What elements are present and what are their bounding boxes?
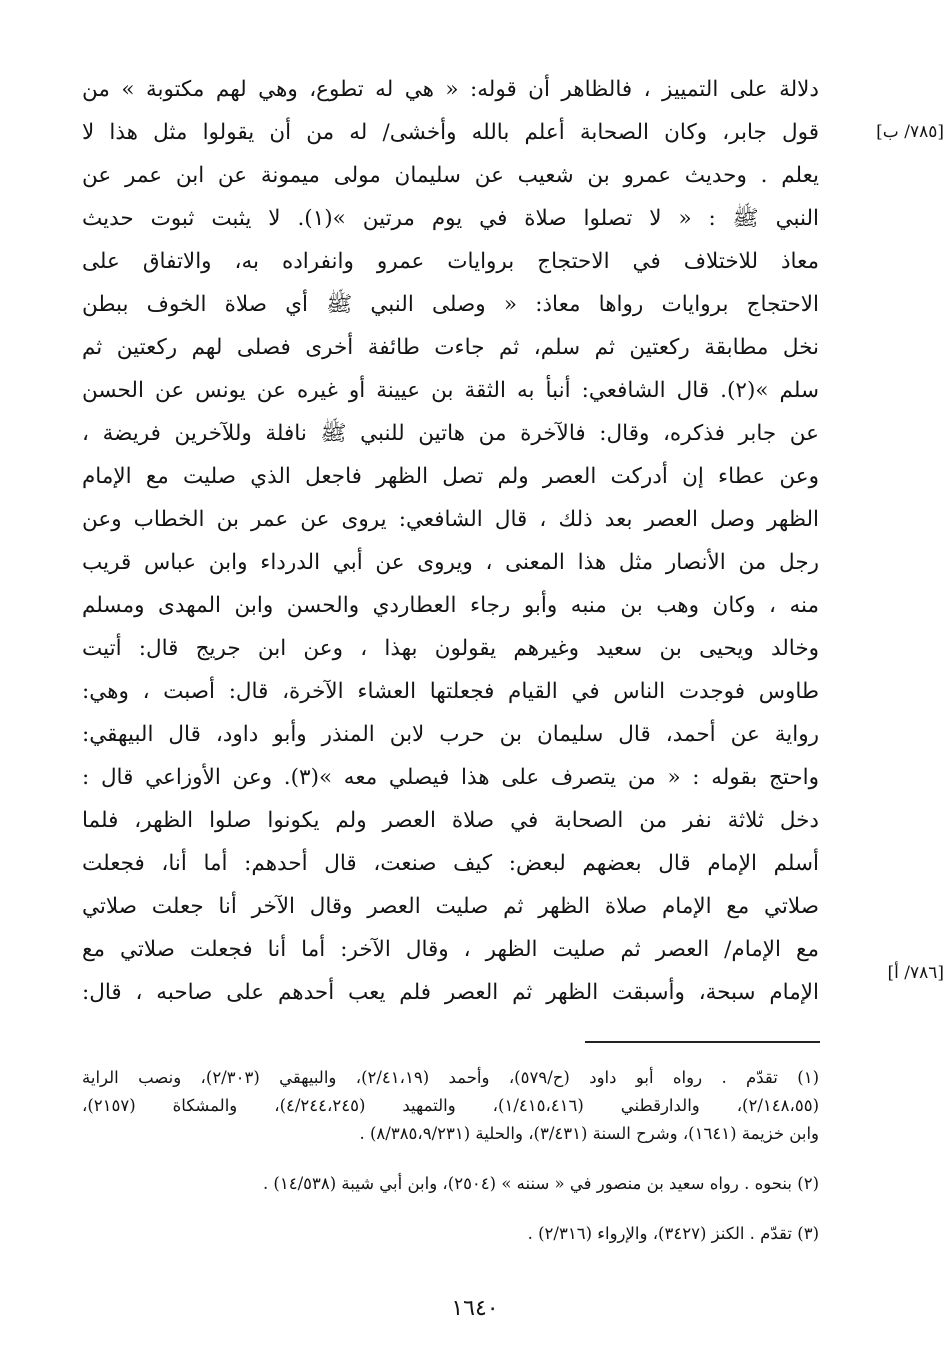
text-line: دلالة على التمييز ، فالظاهر أن قوله: « هي له تطوع، وهي لهم مكتوبة » من <box>82 77 819 102</box>
text-line: أسلم الإمام قال بعضهم لبعض: كيف صنعت، قال أحدهم: أما أنا، فجعلت <box>82 851 819 876</box>
text-line: الإمام سبحة، وأسبقت الظهر ثم العصر فلم يعب أحدهم على صاحبه ، قال: <box>82 980 819 1005</box>
footnote-1-line: وابن خزيمة (١٦٤١)، وشرح السنة (٣/٤٣١)، والحلية (٨/٣٨٥،٩/٢٣١) . <box>359 1124 819 1143</box>
text-line: الظهر وصل العصر بعد ذلك ، قال الشافعي: يروى عن عمر بن الخطاب وعن <box>82 507 819 532</box>
text-line: النبي ﷺ : « لا تصلوا صلاة في يوم مرتين »(١). لا يثبت ثبوت حديث <box>82 206 819 231</box>
text-line: منه ، وكان وهب بن منبه وأبو رجاء العطاردي والحسن وابن المهدى ومسلم <box>82 593 819 618</box>
text-line: نخل مطابقة ركعتين ثم سلم، ثم جاءت طائفة أخرى فصلى لهم ركعتين ثم <box>82 335 819 360</box>
text-line: واحتج بقوله : « من يتصرف على هذا فيصلي معه »(٣). وعن الأوزاعي قال : <box>82 765 819 790</box>
main-text <box>82 68 819 1014</box>
text-line: عن جابر فذكره، وقال: فالآخرة من هاتين للنبي ﷺ نافلة وللآخرين فريضة ، <box>82 421 819 446</box>
text-line: وخالد ويحيى بن سعيد وغيرهم يقولون بهذا ، وعن ابن جريج قال: أتيت <box>82 636 819 661</box>
text-line: يعلم . وحديث عمرو بن شعيب عن سليمان مولى ميمونة عن ابن عمر عن <box>82 163 819 188</box>
text-line: رواية عن أحمد، قال سليمان بن حرب لابن المنذر وأبو داود، قال البيهقي: <box>82 722 819 747</box>
text-line: وعن عطاء إن أدركت العصر ولم تصل الظهر فاجعل الذي صليت مع الإمام <box>82 464 819 489</box>
page-number: ١٦٤٠ <box>451 1296 499 1321</box>
text-line: صلاتي مع الإمام صلاة الظهر ثم صليت العصر وقال الآخر أنا جعلت صلاتي <box>82 894 819 919</box>
text-line: معاذ للاختلاف في الاحتجاج بروايات عمرو وانفراده به، والاتفاق على <box>82 249 819 274</box>
footnote-3: (٣) تقدّم . الكنز (٣٤٢٧)، والإرواء (٢/٣١٦) . <box>527 1224 819 1243</box>
text-line: الاحتجاج بروايات رواها معاذ: « وصلى النبي ﷺ أي صلاة الخوف ببطن <box>82 292 819 317</box>
footnote-1-line: (١) تقدّم . رواه أبو داود (ح/٥٧٩)، وأحمد (٢/٤١،١٩)، والبيهقي (٢/٣٠٣)، ونصب الراية <box>82 1068 819 1087</box>
margin-manuscript-ref: [٧٨٦/ أ] <box>887 963 944 983</box>
text-line: دخل ثلاثة نفر من الصحابة في صلاة العصر ولم يكونوا صلوا الظهر، فلما <box>82 808 819 833</box>
footnote-1-line: (٢/١٤٨،٥٥)، والدارقطني (١/٤١٥،٤١٦)، والتمهيد (٤/٢٤٤،٢٤٥)، والمشكاة (٢١٥٧)، <box>82 1096 819 1115</box>
footnotes <box>82 1064 819 1248</box>
text-line: رجل من الأنصار مثل هذا المعنى ، ويروى عن أبي الدرداء وابن عباس قريب <box>82 550 819 575</box>
margin-manuscript-ref: [٧٨٥/ ب] <box>876 122 944 142</box>
footnote-2: (٢) بنحوه . رواه سعيد بن منصور في « سننه » (٢٥٠٤)، وابن أبي شيبة (١٤/٥٣٨) . <box>262 1174 819 1193</box>
text-line: سلم »(٢). قال الشافعي: أنبأ به الثقة بن عيينة أو غيره عن يونس عن الحسن <box>82 378 819 403</box>
text-line: طاوس فوجدت الناس في القيام فجعلتها العشاء الآخرة، قال: أصبت ، وهي: <box>82 679 819 704</box>
footnote-separator <box>585 1041 820 1043</box>
text-line: مع الإمام/ العصر ثم صليت الظهر ، وقال الآخر: أما أنا فجعلت صلاتي مع <box>82 937 819 962</box>
text-line: قول جابر، وكان الصحابة أعلم بالله وأخشى/ له من أن يقولوا مثل هذا لا <box>82 120 819 145</box>
